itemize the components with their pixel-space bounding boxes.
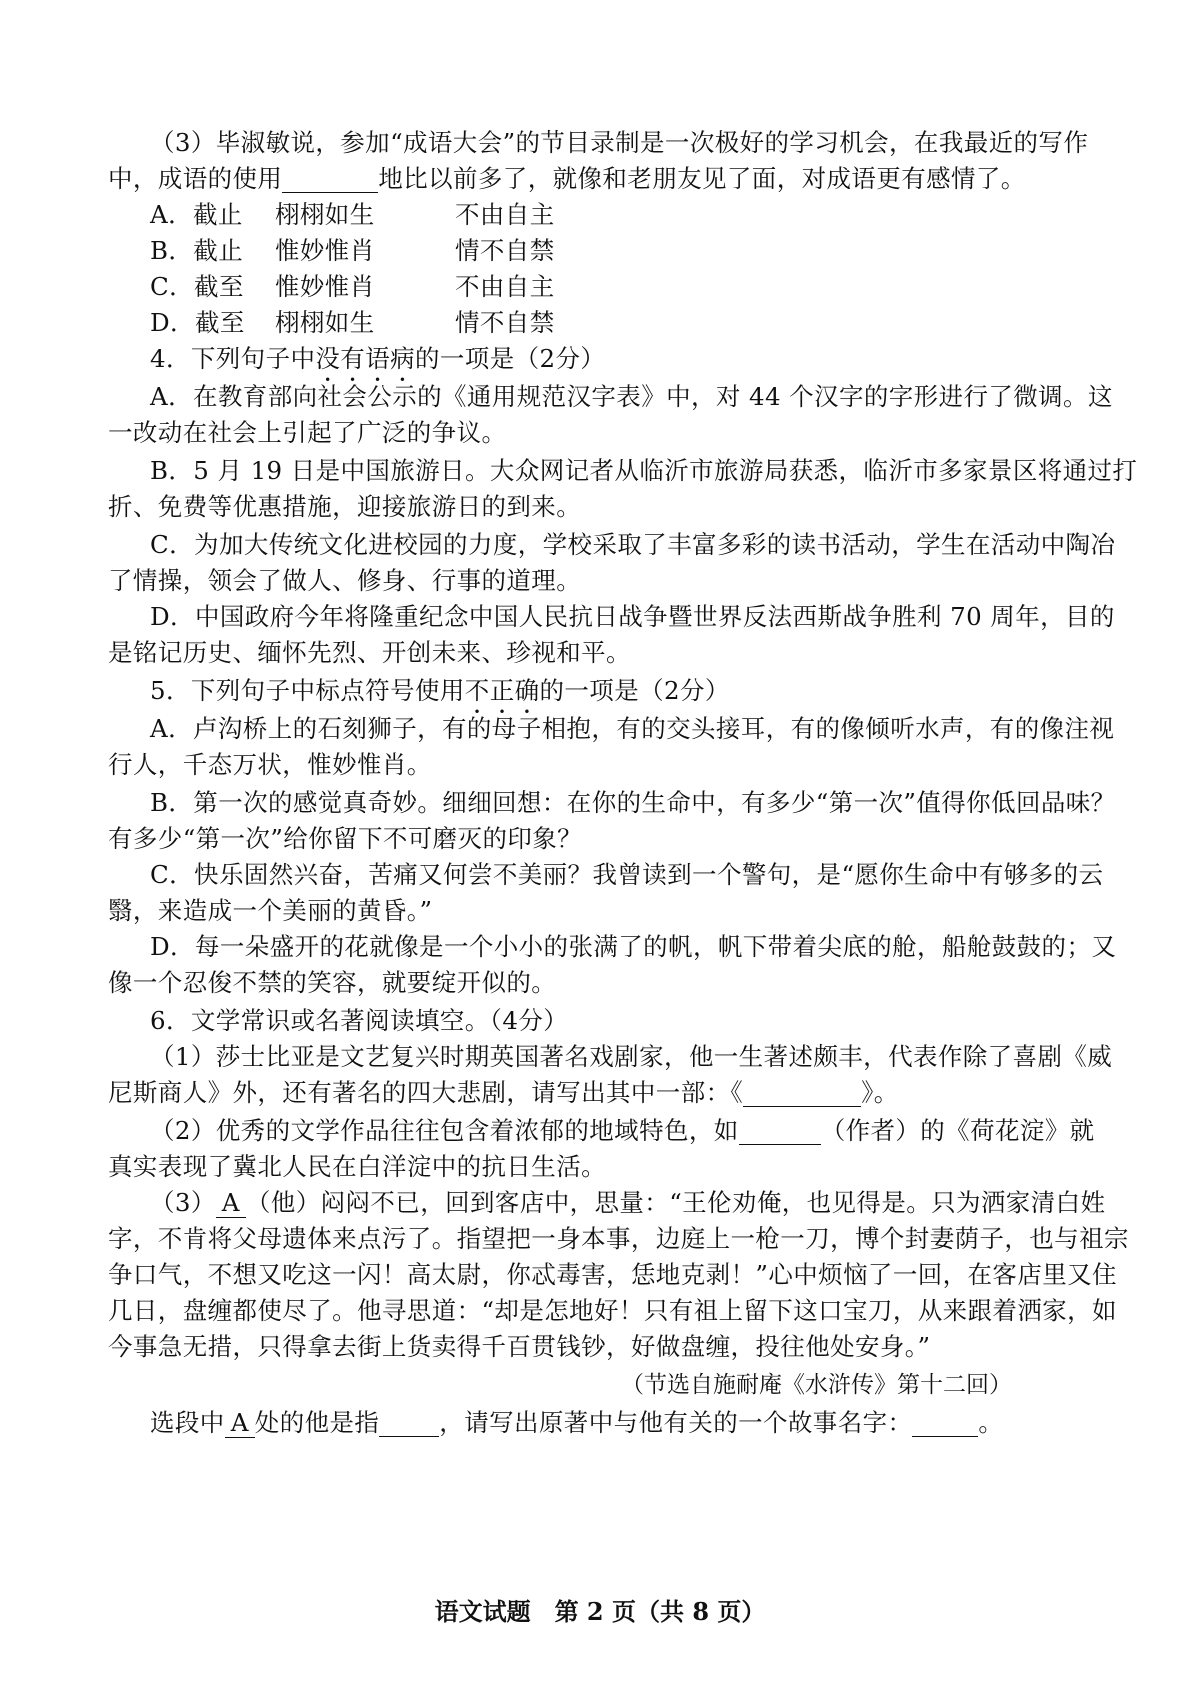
- q3-stem-text-b: 地比以前多了，就像和老朋友见了面，对成语更有感情了。: [378, 164, 1026, 193]
- q3-answer-blank[interactable]: [282, 166, 378, 193]
- q4-option-b-line-1[interactable]: B．5 月 19 日是中国旅游日。大众网记者从临沂市旅游局获悉，临沂市多家景区将通过打: [150, 456, 1138, 485]
- q6-part3-line-4: 几日，盘缠都使尽了。他寻思道：“却是怎地好！只有祖上留下这口宝刀，从来跟着洒家，如: [108, 1296, 1117, 1325]
- q5-option-b-line-2[interactable]: 有多少“第一次”给你留下不可磨灭的印象？: [108, 824, 583, 853]
- q3-stem-line-2: [108, 162, 1108, 196]
- q4-option-d-line-2[interactable]: 是铭记历史、缅怀先烈、开创未来、珍视和平。: [108, 638, 631, 667]
- q5-option-c-line-2[interactable]: 翳，来造成一个美丽的黄昏。”: [108, 896, 433, 925]
- q6-part3-number: （3）: [150, 1188, 216, 1217]
- q5-option-b-line-1[interactable]: B．第一次的感觉真奇妙。细细回想：在你的生命中，有多少“第一次”值得你低回品味？: [150, 788, 1116, 817]
- q6-part3-mark-a: A: [216, 1188, 246, 1218]
- q6-part1-line-2: [108, 1076, 1108, 1110]
- q5-option-a-line-1[interactable]: A．卢沟桥上的石刻狮子，有的母子相抱，有的交头接耳，有的像倾听水声，有的像注视: [150, 714, 1115, 743]
- q6-person-answer-blank[interactable]: [379, 1410, 439, 1437]
- q3-stem-line-1: （3）毕淑敏说，参加“成语大会”的节目录制是一次极好的学习机会，在我最近的写作: [150, 128, 1089, 157]
- q4-stem-emphasis: 没有语病: [315, 344, 415, 373]
- option-word-1: 惟妙惟肖: [275, 236, 375, 265]
- q5-option-d-line-1[interactable]: D．每一朵盛开的花就像是一个小小的张满了的帆，帆下带着尖底的舱，船舱鼓鼓的；又: [150, 932, 1117, 961]
- q6-part2-text-a: （2）优秀的文学作品往往包含着浓郁的地域特色，如: [150, 1116, 739, 1145]
- q6-final-text-a: 选段中: [150, 1408, 225, 1437]
- q4-option-a-line-2[interactable]: 一改动在社会上引起了广泛的争议。: [108, 418, 507, 447]
- q3-stem-text-a: 中，成语的使用: [108, 164, 283, 193]
- option-label: A．截止: [150, 200, 243, 229]
- excerpt-source: （节选自施耐庵《水浒传》第十二回）: [621, 1372, 1012, 1398]
- q4-option-c-line-1[interactable]: C．为加大传统文化进校园的力度，学校采取了丰富多彩的读书活动，学生在活动中陶冶: [150, 530, 1116, 559]
- q6-part3-text: （他）闷闷不已，回到客店中，思量：“王伦劝俺，也见得是。只为洒家清白姓: [245, 1188, 1106, 1217]
- option-word-1: 惟妙惟肖: [275, 272, 375, 301]
- q6-part3-line-3: 争口气，不想又吃这一闪！高太尉，你忒毒害，恁地克剥！”心中烦恼了一回，在客店里又住: [108, 1260, 1117, 1289]
- q5-stem-text-b: 的一项是（2分）: [539, 676, 730, 705]
- option-word-1: 栩栩如生: [275, 308, 375, 337]
- q6-part2-line-1: [150, 1114, 1108, 1148]
- q6-final-text-d: 。: [978, 1408, 1004, 1437]
- q6-story-answer-blank[interactable]: [912, 1410, 978, 1437]
- q5-option-a-line-2[interactable]: 行人，千态万状，惟妙惟肖。: [108, 750, 432, 779]
- q4-stem-text-b: 的一项是（2分）: [415, 344, 606, 373]
- option-word-2: 不由自主: [455, 200, 555, 229]
- q6-part3-question: [150, 1406, 1108, 1440]
- q5-option-d-line-2[interactable]: 像一个忍俊不禁的笑容，就要绽开似的。: [108, 968, 557, 997]
- option-word-2: 不由自主: [455, 272, 555, 301]
- q4-stem-text-a: 4．下列句子中: [150, 344, 316, 373]
- q4-option-a-line-1[interactable]: A．在教育部向社会公示的《通用规范汉字表》中，对 44 个汉字的字形进行了微调。这: [150, 382, 1113, 411]
- q6-final-text-b: 处的他是指: [254, 1408, 380, 1437]
- q6-part1-text-a: 尼斯商人》外，还有著名的四大悲剧，请写出其中一部：《: [108, 1078, 744, 1107]
- q5-stem-text-a: 5．下列句子中标点符号使用: [150, 676, 465, 705]
- q6-final-text-c: ，请写出原著中与他有关的一个故事名字：: [439, 1408, 913, 1437]
- q4-option-b-line-2[interactable]: 折、免费等优惠措施，迎接旅游日的到来。: [108, 492, 582, 521]
- q6-part3-line-2: 字，不肯将父母遗体来点污了。指望把一身本事，边庭上一枪一刀，博个封妻荫子，也与祖宗: [108, 1224, 1129, 1253]
- option-label: C．截至: [150, 272, 244, 301]
- q6-part3-line-5: 今事急无措，只得拿去街上货卖得千百贯钱钞，好做盘缠，投往他处安身。”: [108, 1332, 931, 1361]
- q5-option-c-line-1[interactable]: C．快乐固然兴奋，苦痛又何尝不美丽？我曾读到一个警句，是“愿你生命中有够多的云: [150, 860, 1104, 889]
- q4-option-d-line-1[interactable]: D．中国政府今年将隆重纪念中国人民抗日战争暨世界反法西斯战争胜利 70 周年，目的: [150, 602, 1115, 631]
- q6-final-mark-a: A: [225, 1408, 255, 1438]
- q6-stem: 6．文学常识或名著阅读填空。（4分）: [150, 1006, 569, 1035]
- q6-part2-text-b: （作者）的《荷花淀》就: [820, 1116, 1095, 1145]
- q6-part1-answer-blank[interactable]: [743, 1080, 861, 1107]
- q6-part1-line-1: （1）莎士比亚是文艺复兴时期英国著名戏剧家，他一生著述颇丰，代表作除了喜剧《威: [150, 1042, 1113, 1071]
- option-label: B．截止: [150, 236, 244, 265]
- q5-stem-emphasis: 不正确: [464, 676, 540, 705]
- q6-part2-line-2: 真实表现了冀北人民在白洋淀中的抗日生活。: [108, 1152, 606, 1181]
- option-label: D．截至: [150, 308, 245, 337]
- option-word-2: 情不自禁: [455, 308, 555, 337]
- q4-option-c-line-2[interactable]: 了情操，领会了做人、修身、行事的道理。: [108, 566, 582, 595]
- option-word-2: 情不自禁: [455, 236, 555, 265]
- option-word-1: 栩栩如生: [275, 200, 375, 229]
- q6-part3-line-1: [150, 1186, 1108, 1220]
- page-footer: 语文试题 第 2 页（共 8 页）: [434, 1597, 766, 1626]
- q6-part1-text-b: 》。: [861, 1078, 899, 1107]
- q6-part2-answer-blank[interactable]: [739, 1118, 821, 1145]
